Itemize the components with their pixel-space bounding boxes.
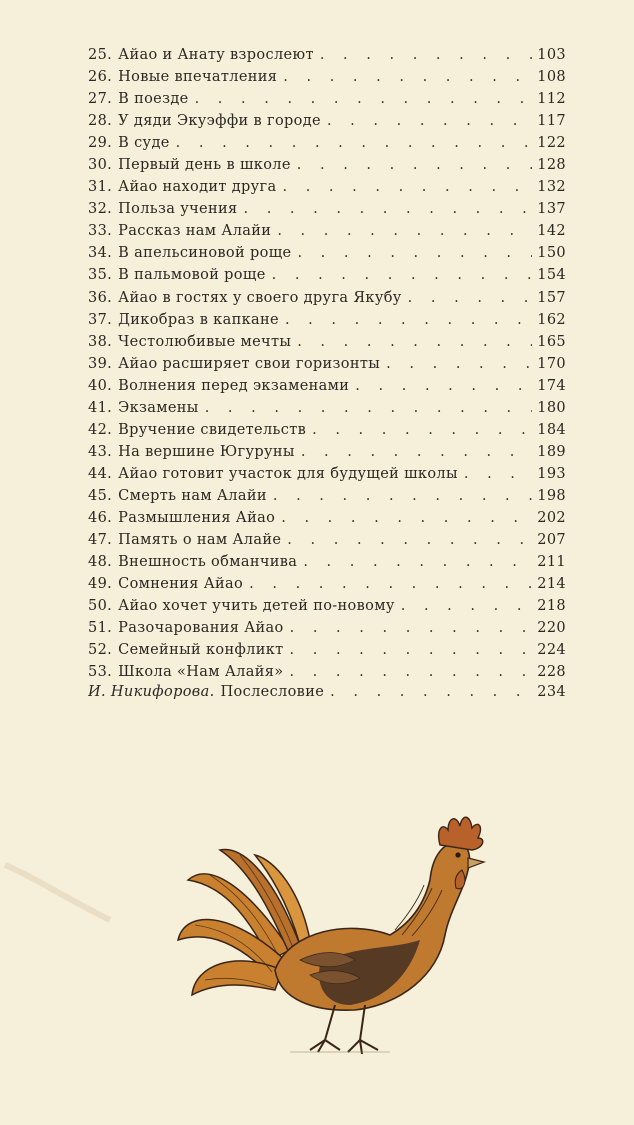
toc-entry-37	[88, 309, 566, 331]
chapter-number: 35.	[88, 267, 113, 284]
dot-leader	[303, 551, 532, 573]
toc-entry-47	[88, 529, 566, 551]
chapter-title: Новые впечатления	[118, 69, 278, 86]
dot-leader	[282, 176, 532, 198]
dot-leader	[320, 44, 532, 66]
paper-stain	[0, 850, 120, 940]
dot-leader	[205, 397, 532, 419]
chapter-title: Смерть нам Алайи	[118, 487, 267, 504]
chapter-number: 45.	[88, 487, 113, 504]
toc-entry-30	[88, 154, 566, 176]
dot-leader	[273, 485, 532, 507]
page-number: 193	[537, 465, 566, 482]
chapter-number: 36.	[88, 289, 113, 306]
dot-leader	[401, 595, 532, 617]
afterword-page: 234	[537, 684, 566, 700]
toc-entry-42	[88, 419, 566, 441]
chapter-number: 39.	[88, 355, 113, 372]
toc-entry-50	[88, 595, 566, 617]
chapter-title: Внешность обманчива	[118, 554, 298, 571]
dot-leader	[290, 639, 532, 661]
dot-leader	[464, 463, 532, 485]
page-number: 224	[537, 642, 566, 659]
dot-leader	[176, 132, 532, 154]
chapter-number: 25.	[88, 47, 113, 63]
dot-leader	[297, 154, 532, 176]
dot-leader	[297, 331, 532, 353]
dot-leader	[301, 441, 532, 463]
chapter-number: 43.	[88, 443, 113, 460]
toc-entry-34	[88, 242, 566, 264]
dot-leader	[408, 287, 532, 309]
rooster-icon	[150, 800, 510, 1070]
chapter-title: Дикобраз в капкане	[118, 311, 279, 328]
chapter-number: 52.	[88, 642, 113, 659]
dot-leader	[289, 661, 532, 683]
toc-entry-40	[88, 375, 566, 397]
chapter-number: 48.	[88, 554, 113, 571]
chapter-number: 31.	[88, 179, 113, 196]
page-number: 220	[537, 620, 566, 637]
toc-entry-38	[88, 331, 566, 353]
dot-leader	[312, 419, 532, 441]
table-of-contents	[88, 44, 566, 683]
dot-leader	[285, 309, 532, 331]
page-number: 150	[537, 245, 566, 262]
dot-leader	[272, 264, 532, 286]
chapter-number: 34.	[88, 245, 113, 262]
dot-leader	[283, 66, 532, 88]
toc-entry-45	[88, 485, 566, 507]
page-number: 142	[537, 223, 566, 240]
dot-leader	[327, 110, 532, 132]
dot-leader	[195, 88, 532, 110]
chapter-title: Айао готовит участок для будущей школы	[118, 465, 458, 482]
chapter-title: Айао в гостях у своего друга Якубу	[118, 289, 402, 306]
chapter-title: Вручение свидетельств	[118, 421, 307, 438]
chapter-title: Сомнения Айао	[118, 576, 244, 593]
page-number: 214	[537, 576, 566, 593]
page-number: 198	[537, 487, 566, 504]
page-number: 228	[537, 664, 566, 681]
dot-leader	[249, 573, 532, 595]
page-number: 165	[537, 333, 566, 350]
page-number: 189	[537, 443, 566, 460]
chapter-number: 32.	[88, 201, 113, 218]
afterword-title: Послесловие	[220, 684, 325, 700]
dot-leader	[244, 198, 533, 220]
toc-entry-51	[88, 617, 566, 639]
chapter-title: В поезде	[118, 91, 189, 108]
dot-leader	[297, 242, 532, 264]
chapter-title: В суде	[118, 135, 170, 152]
toc-entry-28	[88, 110, 566, 132]
toc-entry-25	[88, 44, 566, 66]
chapter-title: На вершине Югуруны	[118, 443, 295, 460]
chapter-number: 51.	[88, 620, 113, 637]
chapter-number: 46.	[88, 509, 113, 526]
page-number: 162	[537, 311, 566, 328]
toc-entry-39	[88, 353, 566, 375]
chapter-title: Волнения перед экзаменами	[118, 377, 350, 394]
page-number: 207	[537, 532, 566, 549]
page-number: 112	[537, 91, 566, 108]
page-number: 122	[537, 135, 566, 152]
page-number: 157	[537, 289, 566, 306]
toc-entry-35	[88, 264, 566, 286]
toc-entry-48	[88, 551, 566, 573]
chapter-number: 28.	[88, 113, 113, 130]
chapter-number: 26.	[88, 69, 113, 86]
chapter-number: 40.	[88, 377, 113, 394]
chapter-title: Айао находит друга	[118, 179, 277, 196]
dot-leader	[386, 353, 532, 375]
page-number: 218	[537, 598, 566, 615]
page-number: 174	[537, 377, 566, 394]
chapter-title: Рассказ нам Алайи	[118, 223, 272, 240]
toc-entry-44	[88, 463, 566, 485]
chapter-number: 27.	[88, 91, 113, 108]
chapter-number: 33.	[88, 223, 113, 240]
chapter-title: Экзамены	[118, 399, 199, 416]
page-number: 108	[537, 69, 566, 86]
toc-entry-43	[88, 441, 566, 463]
chapter-title: Айао хочет учить детей по-новому	[118, 598, 395, 615]
chapter-number: 38.	[88, 333, 113, 350]
chapter-number: 29.	[88, 135, 113, 152]
toc-entry-52	[88, 639, 566, 661]
chapter-title: Первый день в школе	[118, 157, 291, 174]
chapter-title: Айао расширяет свои горизонты	[118, 355, 381, 372]
chapter-number: 41.	[88, 399, 113, 416]
toc-entry-31	[88, 176, 566, 198]
page-number: 184	[537, 421, 566, 438]
dot-leader	[330, 681, 532, 703]
page-number: 128	[537, 157, 566, 174]
toc-entry-29	[88, 132, 566, 154]
chapter-number: 47.	[88, 532, 113, 549]
page-number: 211	[537, 554, 566, 571]
toc-entry-27	[88, 88, 566, 110]
toc-entry-49	[88, 573, 566, 595]
chapter-number: 37.	[88, 311, 113, 328]
page-number: 137	[537, 201, 566, 218]
chapter-title: У дяди Экуэффи в городе	[118, 113, 321, 130]
afterword-author: И. Никифорова.	[88, 684, 215, 700]
chapter-title: В пальмовой роще	[118, 267, 266, 284]
toc-entry-41	[88, 397, 566, 419]
page-number: 202	[537, 509, 566, 526]
chapter-title: Память о нам Алайе	[118, 532, 282, 549]
chapter-title: Разочарования Айао	[118, 620, 284, 637]
page-number: 154	[537, 267, 566, 284]
chapter-number: 44.	[88, 465, 113, 482]
chapter-title: Семейный конфликт	[118, 642, 284, 659]
chapter-number: 49.	[88, 576, 113, 593]
page-number: 170	[537, 355, 566, 372]
chapter-number: 42.	[88, 421, 113, 438]
toc-entry-afterword	[88, 681, 566, 703]
toc-entry-32	[88, 198, 566, 220]
dot-leader	[281, 507, 532, 529]
toc-entry-26	[88, 66, 566, 88]
dot-leader	[355, 375, 532, 397]
chapter-title: Размышления Айао	[118, 509, 276, 526]
dot-leader	[277, 220, 532, 242]
chapter-title: Школа «Нам Алайя»	[118, 664, 284, 681]
chapter-number: 50.	[88, 598, 113, 615]
chapter-number: 30.	[88, 157, 113, 174]
chapter-title: Айао и Анату взрослеют	[118, 47, 314, 63]
page-number: 103	[537, 47, 566, 63]
chapter-title: В апельсиновой роще	[118, 245, 292, 262]
toc-entry-46	[88, 507, 566, 529]
page-number: 132	[537, 179, 566, 196]
chapter-title: Честолюбивые мечты	[118, 333, 292, 350]
dot-leader	[287, 529, 532, 551]
toc-entry-33	[88, 220, 566, 242]
chapter-title: Польза учения	[118, 201, 238, 218]
dot-leader	[290, 617, 532, 639]
chapter-number: 53.	[88, 664, 113, 681]
page-number: 117	[537, 113, 566, 130]
afterword-section	[88, 681, 566, 703]
toc-entry-36	[88, 287, 566, 309]
page-number: 180	[537, 399, 566, 416]
